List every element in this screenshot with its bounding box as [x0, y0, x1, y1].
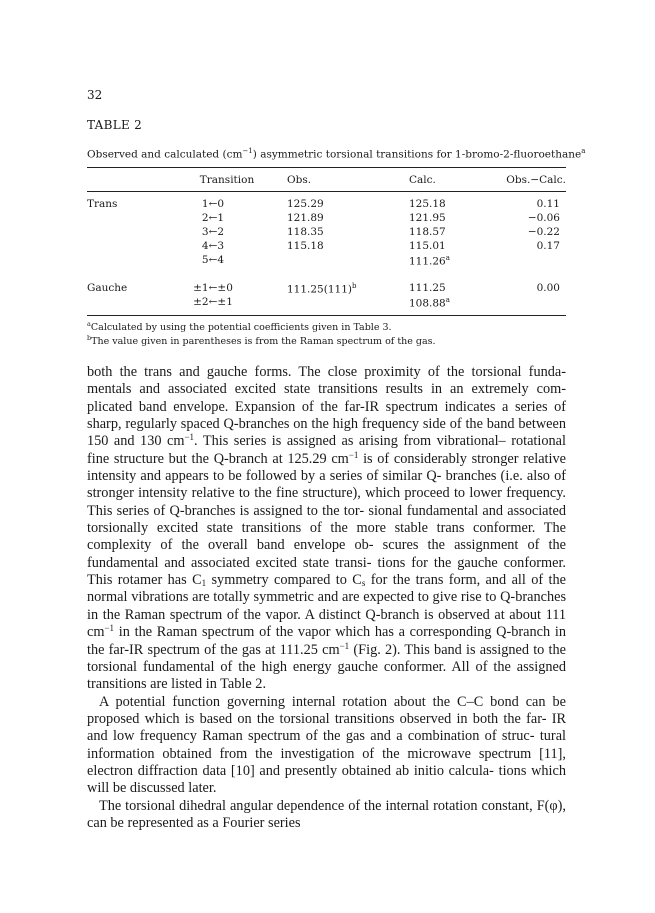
paragraph-3: The torsional dihedral angular dependence of the internal rotation constant, F(φ), can be represented as a Fourier series: [87, 797, 566, 831]
calc-cell: 121.95: [409, 212, 446, 224]
transition-cell: ±2←±1: [193, 296, 233, 308]
calc-cell: 115.01: [409, 240, 446, 252]
caption-text-rest: ) asymmetric torsional transitions for 1-bromo-2-fluoroethane: [252, 148, 582, 161]
transition-cell: 3←2: [201, 226, 225, 238]
table-top-rule: [87, 167, 566, 168]
obs-cell: 121.89: [287, 212, 324, 224]
footnote-mark: a: [445, 254, 450, 262]
table-bottom-rule: [87, 315, 566, 316]
obs-cell: 118.35: [287, 226, 324, 238]
header-obs: Obs.: [287, 174, 312, 186]
header-transition: Transition: [199, 174, 255, 186]
calc-value: 108.88: [409, 297, 446, 310]
footnote-b: [87, 334, 436, 347]
table-label: TABLE 2: [87, 118, 143, 132]
transition-cell: 5←4: [201, 254, 225, 266]
caption-text: Observed and calculated (cm: [87, 148, 243, 161]
calc-cell: 125.18: [409, 198, 446, 210]
diff-cell: 0.11: [536, 198, 560, 210]
footnote-mark: b: [351, 282, 357, 290]
header-calc: Calc.: [409, 174, 436, 186]
transition-cell: ±1←±0: [193, 282, 233, 294]
diff-cell: −0.22: [527, 226, 560, 238]
paragraph-2: A potential function governing internal rotation about the C–C bond can be proposed which is based on the torsional transitions observed in both the far- IR and low frequency Raman spectrum of the gas and a combination of struc- tural information obtained from the investigation of the microwave spectrum [11], electron diffraction data [10] and presently obtained ab initio calcula- tions which will be discussed later.: [87, 693, 567, 797]
page-number: 32: [87, 88, 103, 102]
table-caption: [87, 147, 585, 161]
conformer-label: Trans: [87, 198, 118, 210]
footnote-text: Calculated by using the potential coefficients given in Table 3.: [90, 322, 392, 334]
calc-cell: [409, 296, 450, 310]
calc-value: 111.26: [409, 255, 446, 268]
diff-cell: 0.17: [536, 240, 560, 252]
header-obs-calc: Obs.−Calc.: [506, 174, 566, 186]
diff-cell: −0.06: [527, 212, 560, 224]
transition-cell: 2←1: [201, 212, 225, 224]
body-text: [87, 364, 566, 832]
footnote-mark: a: [445, 296, 450, 304]
obs-cell: [287, 282, 356, 296]
footnote-a: [87, 320, 392, 333]
footnote-text: The value given in parentheses is from the Raman spectrum of the gas.: [91, 336, 436, 348]
obs-value: 111.25(111): [287, 283, 352, 296]
obs-cell: 115.18: [287, 240, 324, 252]
table-header-rule: [87, 191, 566, 192]
footnote-mark: a: [87, 320, 91, 328]
paragraph-1: both the trans and gauche forms. The close proximity of the torsional funda- mentals and associated excited state transitions results in an extremely com- plicated band envelope. Expansion of the far-IR spectrum indicates a series of sharp, regularly spaced Q-branches on the high frequency side of the band between 150 and 130 $cm^{-1}$. This series is assigned as arising from vibrational– rotational fine structure but the Q-branch at 125.29 $cm^{-1}$ is of considerably stronger relative intensity and appears to be followed by a series of similar Q- branches (i.e. also of stronger intensity relative to the fine structure), which proceed to lower frequency. This series of Q-branches is assigned to the tor- sional fundamental and associated torsionally excited state transitions of the more stable trans conformer. The complexity of the overall band envelope ob- scures the assignment of the fundamental and associated excited state transi- tions for the gauche conformer. This rotamer has $C_1$ symmetry compared to $C_s$ for the trans form, and all of the normal vibrations are totally symmetric and are expected to give rise to Q-branches in the Raman spectrum of the vapor. A distinct Q-branch is observed at about 111 $cm^{-1}$ in the Raman spectrum of the vapor which has a corresponding Q-branch in the far-IR spectrum of the gas at 111.25 $cm^{-1}$ (Fig. 2). This band is assigned to the torsional fundamental of the high energy gauche conformer. All of the assigned transitions are listed in Table 2.: [87, 364, 567, 693]
caption-footnote-mark: a: [581, 147, 586, 155]
footnote-mark: b: [87, 334, 92, 342]
transition-cell: 4←3: [201, 240, 225, 252]
transition-cell: 1←0: [201, 198, 225, 210]
calc-cell: [409, 254, 450, 268]
obs-cell: 125.29: [287, 198, 324, 210]
diff-cell: 0.00: [536, 282, 560, 294]
calc-cell: 111.25: [409, 282, 446, 294]
caption-superscript: −1: [242, 147, 253, 155]
calc-cell: 118.57: [409, 226, 446, 238]
conformer-label: Gauche: [87, 282, 128, 294]
